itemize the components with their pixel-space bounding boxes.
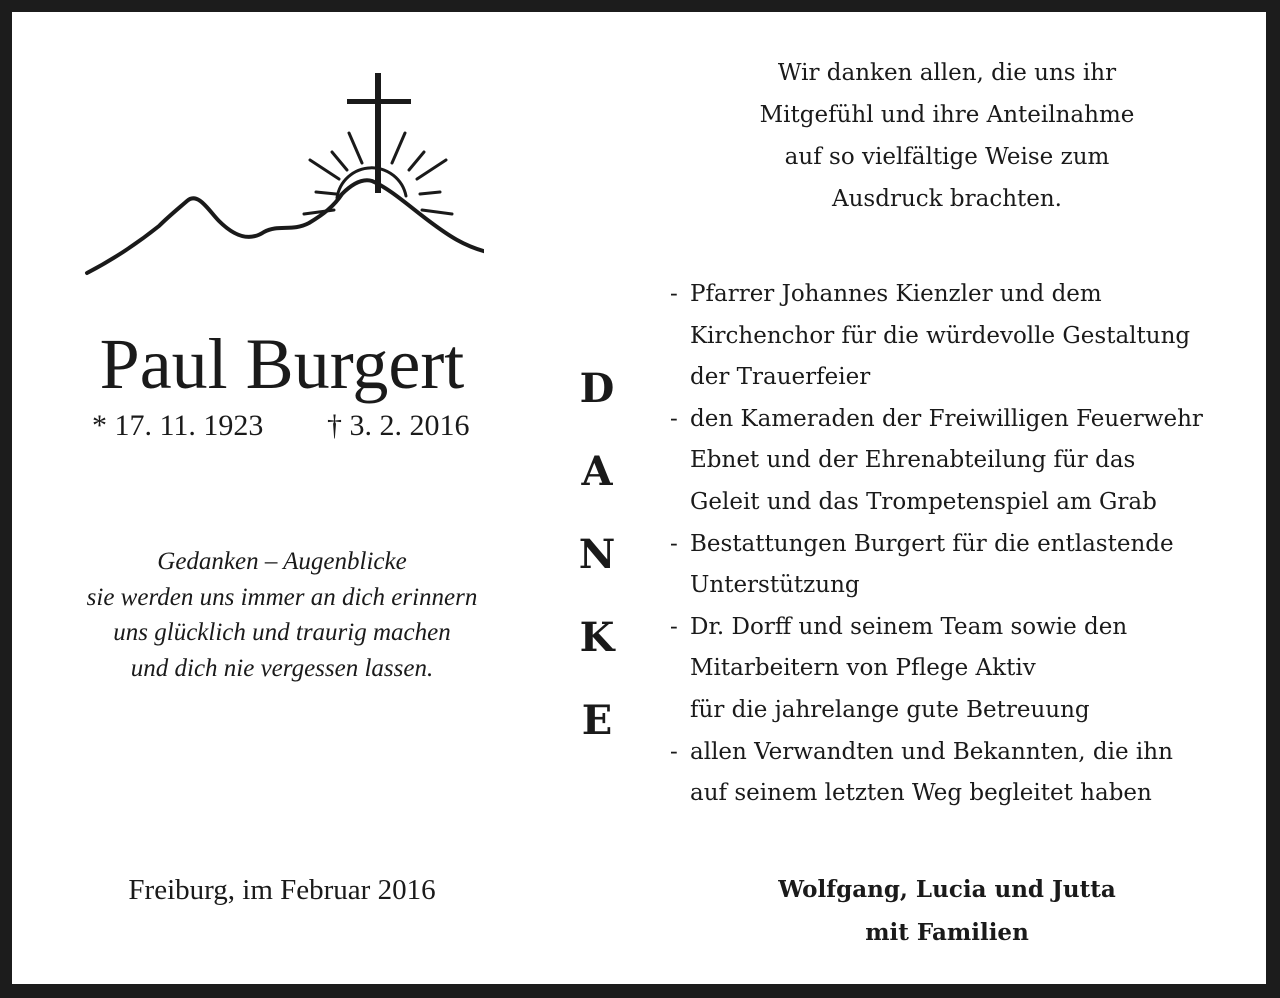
deceased-name: Paul Burgert [99, 324, 465, 404]
obituary-card [12, 12, 1266, 984]
bullet-dash: - [670, 281, 678, 307]
bullet-dash: - [670, 405, 678, 432]
intro-line: Wir danken allen, die uns ihr [777, 60, 1117, 86]
bullet-dash: - [670, 530, 678, 557]
thanks-line: Pfarrer Johannes Kienzler und dem [690, 281, 1102, 307]
poem-line: und dich nie vergessen lassen. [130, 654, 434, 682]
signature-line: mit Familien [865, 919, 1029, 946]
thanks-line: Bestattungen Burgert für die entlastende [690, 530, 1174, 557]
poem-line: sie werden uns immer an dich erinnern [86, 583, 478, 611]
place-and-date: Freiburg, im Februar 2016 [128, 874, 436, 906]
danke-letter: D [579, 365, 615, 412]
thanks-line: Mitarbeitern von Pflege Aktiv [690, 655, 1036, 682]
danke-vertical-heading [557, 347, 637, 762]
thanks-item [670, 399, 1250, 524]
danke-letter: K [579, 614, 615, 661]
thanks-line: der Trauerfeier [690, 364, 871, 391]
thanks-item [670, 732, 1250, 815]
danke-letter: N [578, 531, 616, 578]
thanks-line: Geleit und das Trompetenspiel am Grab [690, 488, 1157, 515]
poem-line: uns glücklich und traurig machen [113, 619, 451, 646]
thanks-line: Dr. Dorff und seinem Team sowie den [690, 613, 1128, 640]
thanks-line: auf seinem letzten Weg begleitet haben [690, 780, 1152, 807]
thanks-line: Ebnet und der Ehrenabteilung für das [690, 447, 1136, 474]
intro-line: Ausdruck brachten. [832, 186, 1062, 212]
danke-letter: E [581, 697, 613, 744]
thanks-line: allen Verwandten und Bekannten, die ihn [690, 738, 1173, 765]
thanks-line: Kirchenchor für die würdevolle Gestaltung [690, 322, 1191, 349]
thanks-item [670, 607, 1250, 732]
danke-letter: A [581, 448, 613, 495]
bullet-dash: - [670, 738, 678, 765]
bullet-dash: - [670, 613, 678, 640]
thanks-line: den Kameraden der Freiwilligen Feuerwehr [690, 405, 1203, 432]
death-date: † 3. 2. 2016 [327, 409, 470, 442]
memorial-poem [12, 544, 552, 686]
intro-line: auf so vielfältige Weise zum [784, 144, 1110, 170]
thanks-intro [672, 52, 1222, 220]
signature [672, 868, 1222, 954]
thanks-line: für die jahrelange gute Betreuung [690, 696, 1090, 723]
thanks-item [670, 524, 1250, 607]
thanks-list [670, 274, 1250, 815]
intro-line: Mitgefühl und ihre Anteilnahme [759, 102, 1135, 128]
poem-line: Gedanken – Augenblicke [157, 548, 407, 575]
birth-date: * 17. 11. 1923 [92, 409, 264, 442]
signature-line: Wolfgang, Lucia und Jutta [778, 876, 1116, 903]
mountain-cross-sunrise-icon [84, 56, 484, 286]
thanks-item [670, 274, 1250, 399]
thanks-line: Unterstützung [690, 572, 860, 599]
